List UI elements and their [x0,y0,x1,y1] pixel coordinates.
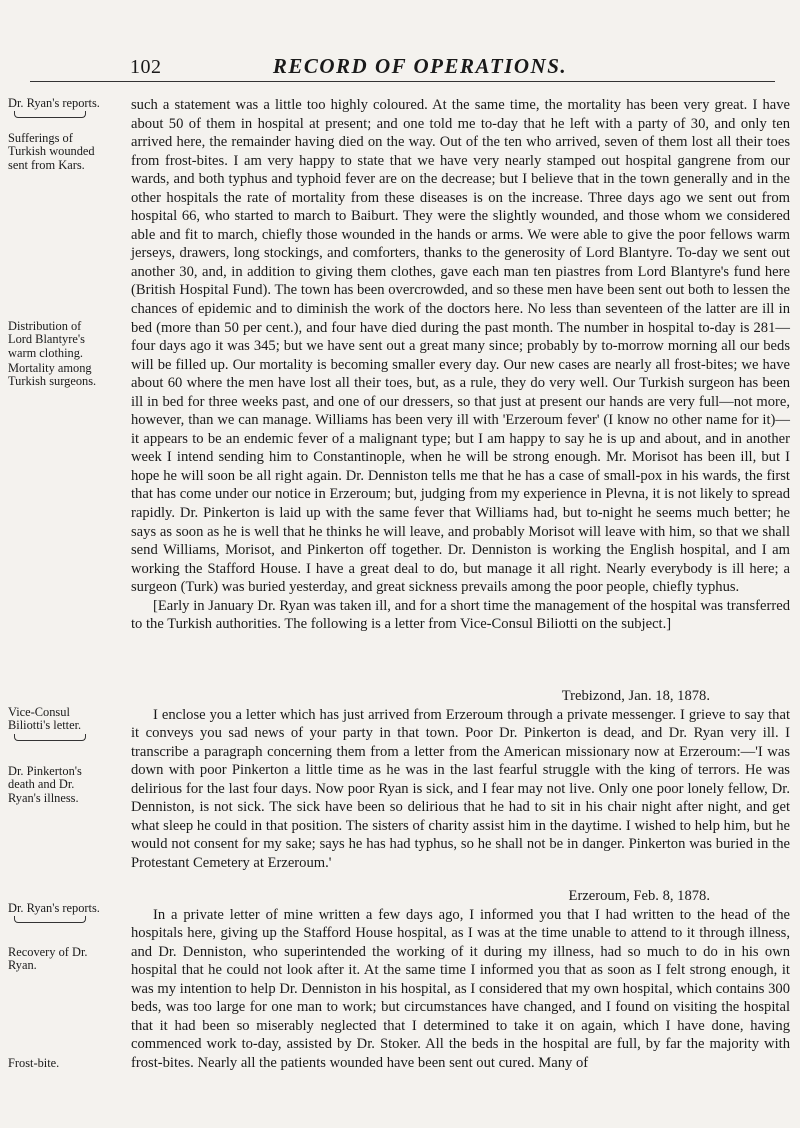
margin-note-mortality: Mortality among Turkish surgeons. [8,361,97,389]
margin-note-sufferings: Sufferings of Turkish wounded sent from Kars. [8,131,95,172]
margin-note-distribution: Distribution of Lord Blantyre's warm clothing. [8,319,85,360]
margin-note-pinkerton-death: Dr. Pinkerton's death and Dr. Ryan's illness. [8,764,82,805]
paragraph: such a statement was a little too highly coloured. At the same time, the mortality has been very great. I have about 50 of them in hospital at present; and one told me to-day that he left with a party of 30, and only ten arrived here, the remainder having died on the way. Out of the ten who arrived, seven of them lost all their toes from frost-bites. I am very happy to state that we have very nearly stamped out hospital gangrene from our wards, and both typhus and typhoid fever are on the decrease; but I believe that in the town generally and in the other hospitals the rate of mortality from these diseases is on the increase. Three days ago we sent out from hospital 66, who started to march to Baiburt. They were the slightly wounded, and those whom we considered able and fit to march, chiefly those wounded in the hands or arms. We were able to give the poor fellows warm jerseys, drawers, long stockings, and comforters, thanks to the generosity of Lord Blantyre. To-day we sent out another 30, and, in addition to giving them clothes, gave each man ten piastres from Lord Blantyre's fund here (British Hospital Fund). The town has been overcrowded, and so these men have been sent out both to lessen the chances of epidemic and to diminish the work of the doctors here. No less than seventeen of the latter are ill in bed (more than 50 per cent.), and four have died during the past month. The number in hospital to-day is 281—four days ago it was 345; but we have sent out a great many since; probably by to-morrow morning all our beds will be filled up. Our mortality is becoming smaller every day. Our new cases are nearly all frost-bites; we have about 60 where the men have lost all their toes, but, as a rule, they do very well. Our Turkish surgeon has been ill in bed for three weeks past, and one of our dressers, so that just at present our hands are very full—not more, however, than we can manage. Williams has been very ill with 'Erzeroum fever' (I know no other name for it)—it appears to be an endemic fever of a malignant type; but I am happy to say he is up and about, and in another week I intend sending him to Constantinople, when he will be strong enough. Mr. Morisot has been ill, but I hope he will soon be all right again. Dr. Denniston tells me that he has a case of small-pox in his wards, the first that has come under our notice in Erzeroum; but, judging from my experience in Plevna, it is not likely to spread rapidly. Dr. Pinkerton is laid up with the same fever that Williams had, but to-night he seems much better; he says as soon as he is well that he thinks he will leave, and probably Morisot will leave with him, so that we shall send Williams, Morisot, and Pinkerton off together. Dr. Denniston is working the English hospital, and I am working the Stafford House. I have a great deal to do, but manage it all right. Nearly everybody is ill here; a surgeon (Turk) was buried yesterday, and great sickness prevails among the poor people, chiefly typhus. [131,97,790,596]
header-rule [30,81,775,82]
margin-note-ryans-reports: Dr. Ryan's reports. [8,97,158,121]
paragraph: I enclose you a letter which has just arrived from Erzeroum through a private messenger. I grieve to say that it conveys you sad news of your party in that town. Poor Dr. Pinkerton is dead, and Dr. Ryan very ill. I transcribe a paragraph concerning them from a letter from the American missionary now at Erzeroum:—'I was down with poor Pinkerton a little time as he was in the last fearful struggle with the king of terrors. He was delirious for the last four days. Now poor Ryan is sick, and I fear may not live. Only one poor lonely fellow, Dr. Denniston, is not sick. The sick have been so delirious that he had to sit in his chair night after night, and get what sleep he could in that position. The sisters of charity assist him in the daytime. I wished to help him, but he would not consent for my sake; says he has had typhus, so he shall not be in danger. Pinkerton was buried in the Protestant Cemetery at Erzeroum.' [131,706,790,871]
margin-note-ryans-reports-2: Dr. Ryan's reports. [8,902,108,926]
editorial-note: [Early in January Dr. Ryan was taken ill, and for a short time the management of the hospital was transferred to the Turkish authorities. The following is a letter from Vice-Consul Biliotti on the subject.] [131,597,790,633]
main-text [131,96,790,634]
brace-mark [14,734,86,741]
paragraph: In a private letter of mine written a few days ago, I informed you that I had written to the head of the hospitals here, giving up the Stafford House hospital, as I was at the time unable to attend to it through illness, and Dr. Denniston, who superintended the working of it during my illness, had so much to do in his own hospital that he could not look after it. At the same time I informed you that as soon as I felt strong enough, it was my intention to help Dr. Denniston in his hospital, as I considered that my own hospital, which contains 300 beds, was too large for one man to work; but circumstances have changed, and I found on visiting the hospital that it had been so miserably neglected that I determined to take it on again, which I have done, having commenced work to-day, assisted by Dr. Stoker. All the beds in the hospital are full, by far the majority with frost-bites. Nearly all the patients wounded have been sent out cured. Many of [131,906,790,1071]
ryan-letter [131,887,790,1072]
margin-note-biliotti: Vice-Consul Biliotti's letter. [8,706,108,744]
margin-note-recovery: Recovery of Dr. Ryan. [8,945,88,973]
dateline: Trebizond, Jan. 18, 1878. [561,688,710,704]
margin-note-frost-bite: Frost-bite. [8,1056,60,1070]
dateline: Erzeroum, Feb. 8, 1878. [568,888,710,904]
running-head: RECORD OF OPERATIONS. [272,54,568,78]
page-header [0,50,800,84]
page-number: 102 [130,56,162,78]
brace-mark [14,111,86,118]
brace-mark [14,916,86,923]
biliotti-letter [131,687,790,872]
